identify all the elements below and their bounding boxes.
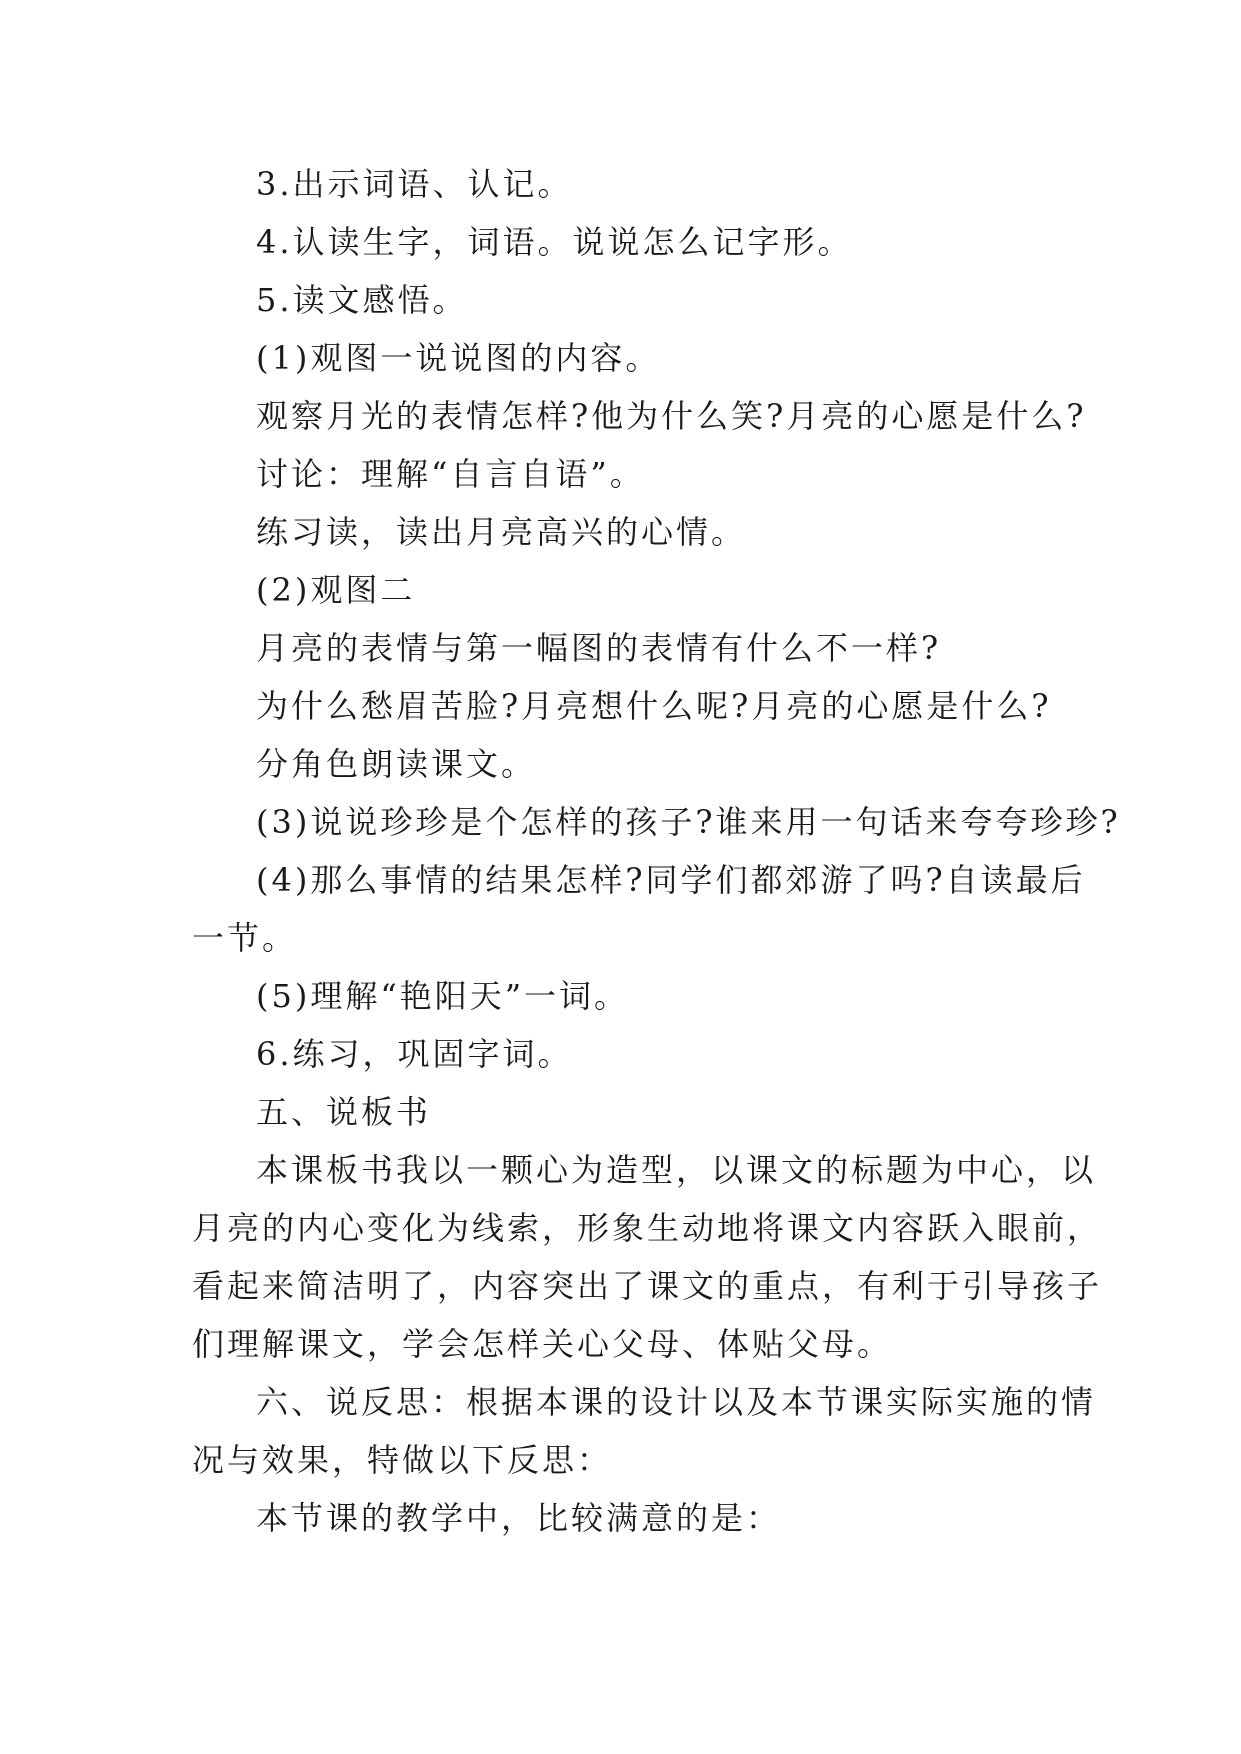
text-line: (5)理解“艳阳天”一词。 <box>256 977 630 1015</box>
text-line: 六、说反思：根据本课的设计以及本节课实际实施的情 <box>256 1383 1097 1421</box>
text-line: 4.认读生字，词语。说说怎么记字形。 <box>256 223 853 261</box>
text-line: 况与效果，特做以下反思： <box>192 1441 613 1479</box>
text-line: (1)观图一说说图的内容。 <box>256 339 661 377</box>
text-line: 分角色朗读课文。 <box>256 745 537 783</box>
text-line: (4)那么事情的结果怎样?同学们都郊游了吗?自读最后 <box>256 861 1086 899</box>
text-line: 3.出示词语、认记。 <box>256 165 573 203</box>
text-line: 本节课的教学中，比较满意的是： <box>256 1499 782 1537</box>
text-line: (3)说说珍珍是个怎样的孩子?谁来用一句话来夸夸珍珍? <box>256 803 1121 841</box>
text-line: 观察月光的表情怎样?他为什么笑?月亮的心愿是什么? <box>256 397 1087 435</box>
text-line: 月亮的表情与第一幅图的表情有什么不一样? <box>256 629 942 667</box>
document-body <box>192 155 1121 1547</box>
text-line: 月亮的内心变化为线索，形象生动地将课文内容跃入眼前， <box>192 1209 1103 1247</box>
text-line: 讨论：理解“自言自语”。 <box>256 455 645 493</box>
text-line: 们理解课文，学会怎样关心父母、体贴父母。 <box>192 1325 893 1363</box>
text-line: 6.练习，巩固字词。 <box>256 1035 573 1073</box>
text-line: 看起来简洁明了，内容突出了课文的重点，有利于引导孩子 <box>192 1267 1103 1305</box>
text-line: 5.读文感悟。 <box>256 281 468 319</box>
text-line: 本课板书我以一颗心为造型，以课文的标题为中心，以 <box>256 1151 1097 1189</box>
text-line: 练习读，读出月亮高兴的心情。 <box>256 513 747 551</box>
section-heading: 五、说板书 <box>256 1093 432 1131</box>
text-line: (2)观图二 <box>256 571 416 609</box>
text-line: 为什么愁眉苦脸?月亮想什么呢?月亮的心愿是什么? <box>256 687 1052 725</box>
text-line: 一节。 <box>192 919 298 957</box>
